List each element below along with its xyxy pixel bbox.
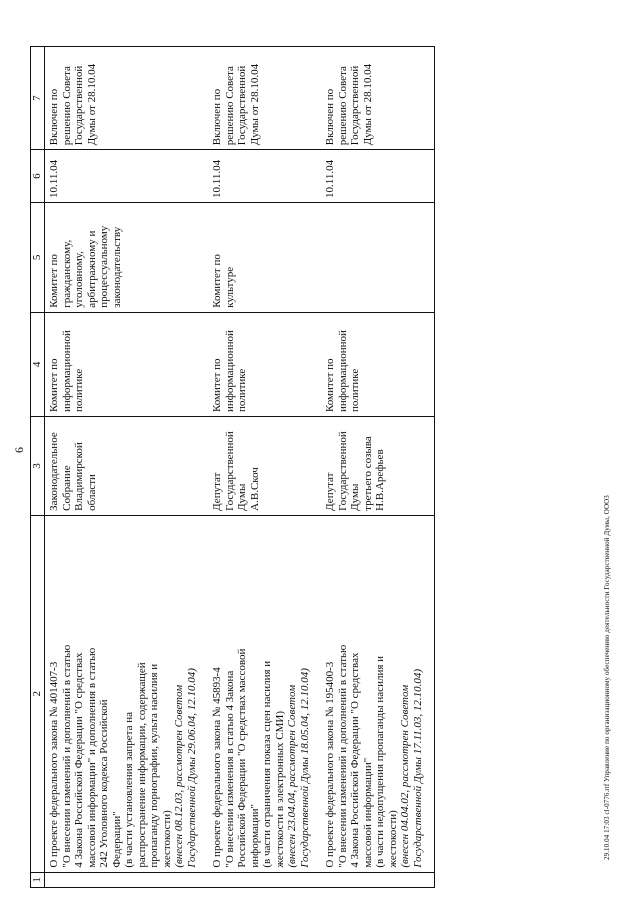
responsible-committee-line: Комитет по [48,358,60,413]
bill-title-line: информации" [248,803,261,868]
bill-status-note: (внесен 23.04.04, рассмотрен Советом [286,684,298,868]
co-executor-committee-cell [45,202,209,312]
responsible-committee-cell [321,312,435,416]
bill-title-line: распространение информации, содержащей [135,662,148,868]
column-number: 2 [31,515,45,872]
bill-title-line: 4 Закона Российской Федерации "О средствах [73,652,85,868]
co-executor-committee-cell [321,202,435,312]
table-row [208,47,321,888]
initiator-line: Собрание [60,465,73,511]
initiator-cell [208,417,321,516]
column-number: 7 [31,47,45,150]
responsible-committee-line: политике [73,368,85,413]
co-executor-committee-cell [208,202,321,312]
responsible-committee-line: Комитет по [211,358,223,413]
bill-title-line: О проекте федерального закона № 401407-3 [48,661,60,868]
date-line: 10.11.04 [48,159,60,198]
initiator-cell [321,417,435,516]
initiator-line: Н.В.Арефьев [374,449,386,511]
decision-line: Думы от 28.10.04 [85,63,98,146]
decision-line: Включен по [48,88,60,146]
column-number-row [31,47,45,888]
co-executor-committee-line: Комитет по [48,254,60,308]
decision-line: Государственной [236,65,248,146]
initiator-line: А.В.Скоч [248,467,261,511]
responsible-committee-line: информационной [60,330,73,413]
initiator-line: Думы [236,483,248,511]
bills-table [30,46,435,888]
responsible-committee-line: политике [349,368,361,413]
decision-line: Государственной [73,65,85,146]
co-executor-committee-line: процессуальному [98,225,110,308]
bill-title-line: жестокости в электронных СМИ) [273,710,286,868]
co-executor-committee-line: уголовному, [73,251,85,308]
bill-status-note: Государственной Думы 18.05.04, 12.10.04) [298,668,311,868]
decision-line: Думы от 28.10.04 [248,63,261,146]
co-executor-committee-line: гражданскому, [60,239,73,308]
initiator-line: Депутат [324,472,336,511]
bill-title-line: (в части установления запрета на [123,712,135,868]
bill-status-note: (внесен 04.04.02, рассмотрен Советом [399,684,411,868]
date-line: 10.11.04 [324,159,336,198]
initiator-line: области [85,474,98,511]
bill-title-line: жестокости) [386,810,399,868]
bill-title-line: 4 Закона Российской Федерации "О средствах [349,652,361,868]
bill-status-note: Государственной Думы 17.11.03, 12.10.04) [411,668,424,868]
responsible-committee-line: информационной [336,330,349,413]
bill-title-line: "О внесении изменения в статью 4 Закона [223,670,236,868]
decision-cell [208,47,321,150]
column-number: 4 [31,312,45,416]
initiator-line: Депутат [211,472,223,511]
date-cell [321,150,435,203]
co-executor-committee-line: культуре [223,266,236,308]
bill-status-note: Государственной Думы 29.06.04, 12.10.04) [185,668,198,868]
footer-note: 29.10.04 17:03 cl-0776.rtf Управление по организационному обеспечению деятельности Государственной Думы, ООО3 [603,495,611,860]
column-number: 5 [31,202,45,312]
bill-title-line: "О внесении изменений и дополнений в статью [60,644,73,868]
column-number: 6 [31,150,45,203]
initiator-line: Владимирской [73,442,85,511]
decision-line: Включен по [211,88,223,146]
decision-cell [321,47,435,150]
co-executor-committee-line: законодательству [110,226,123,308]
column-number: 1 [31,872,45,887]
table-row [45,47,209,888]
bill-title-line: массовой информации" [361,757,374,868]
bill-description-cell [45,515,209,872]
bill-description-cell [208,515,321,872]
decision-line: решению Совета [60,66,73,146]
decision-line: Государственной [349,65,361,146]
decision-line: решению Совета [336,66,349,146]
initiator-line: Думы [349,483,361,511]
responsible-committee-cell [45,312,209,416]
responsible-committee-line: информационной [223,330,236,413]
row-number-cell [321,872,435,887]
bill-title-line: пропаганду порнографии, культа насилия и [148,663,160,868]
column-number: 3 [31,417,45,516]
bill-title-line: "О внесении изменений и дополнений в статью [336,644,349,868]
bill-title-line: (в части ограничения показа сцен насилия и [261,660,273,868]
date-cell [45,150,209,203]
initiator-line: Государственной [336,431,349,511]
initiator-line: третьего созыва [361,436,374,511]
bill-description-cell [321,515,435,872]
bill-title-line: жестокости) [160,810,173,868]
bill-title-line: (в части недопущения пропаганды насилия и [374,655,386,868]
responsible-committee-line: политике [236,368,248,413]
bill-status-note: (внесен 08.12.03, рассмотрен Советом [173,684,185,868]
responsible-committee-line: Комитет по [324,358,336,413]
bill-title-line: Федерации" [110,811,123,868]
bill-title-line: массовой информации" и дополнения в статью [85,647,98,868]
co-executor-committee-line: арбитражному и [85,230,98,308]
responsible-committee-cell [208,312,321,416]
decision-cell [45,47,209,150]
bill-title-line: 242 Уголовного кодекса Российской [98,699,110,868]
initiator-line: Законодательное [48,432,60,511]
bill-title-line: О проекте федерального закона № 195400-3 [324,661,336,868]
page-number: 6 [12,447,26,453]
decision-line: Включен по [324,88,336,146]
row-number-cell [45,872,209,887]
bill-title-line: О проекте федерального закона № 45893-4 [211,667,223,868]
row-number-cell [208,872,321,887]
co-executor-committee-line: Комитет по [211,254,223,308]
initiator-cell [45,417,209,516]
date-cell [208,150,321,203]
decision-line: Думы от 28.10.04 [361,63,374,146]
table-row [321,47,435,888]
decision-line: решению Совета [223,66,236,146]
date-line: 10.11.04 [211,159,223,198]
bill-title-line: Российской Федерации "О средствах массовой [236,648,248,868]
initiator-line: Государственной [223,431,236,511]
